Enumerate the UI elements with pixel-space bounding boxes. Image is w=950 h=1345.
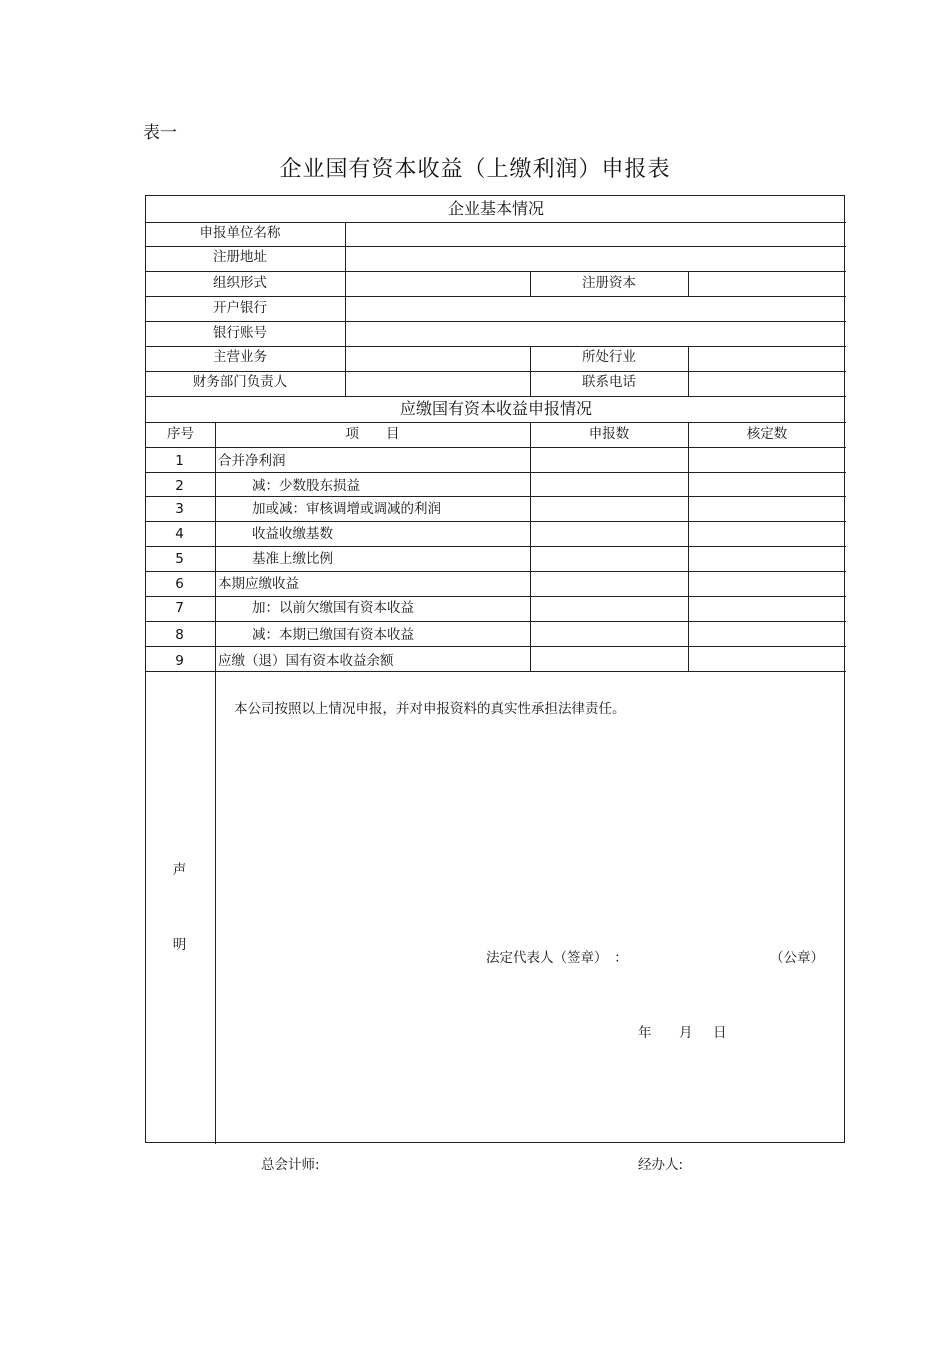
phone-label: 联系电话 <box>582 374 636 390</box>
row-divider <box>146 246 846 247</box>
row-item: 应缴（退）国有资本收益余额 <box>218 653 394 669</box>
main-business-label: 主营业务 <box>213 349 267 365</box>
month-label: 月 <box>679 1025 693 1041</box>
row-no: 8 <box>175 627 184 643</box>
column-divider <box>345 222 346 396</box>
row-divider <box>146 621 846 622</box>
row-item: 基准上缴比例 <box>252 551 333 567</box>
form-tag: 表一 <box>143 123 177 143</box>
column-divider <box>530 422 531 671</box>
row-divider <box>146 671 846 672</box>
row-divider <box>146 296 846 297</box>
col-no-header: 序号 <box>167 426 194 442</box>
row-divider <box>146 646 846 647</box>
declaration-form-table <box>145 195 845 1143</box>
row-item: 本期应缴收益 <box>218 576 299 592</box>
col-declared-header: 申报数 <box>588 426 630 442</box>
finance-head-label: 财务部门负责人 <box>192 374 288 390</box>
row-divider <box>146 222 846 223</box>
row-divider <box>146 321 846 322</box>
row-item: 收益收缴基数 <box>252 526 333 542</box>
reg-capital-label: 注册资本 <box>582 275 636 291</box>
report-header: 应缴国有资本收益申报情况 <box>399 399 592 418</box>
bank-label: 开户银行 <box>213 300 267 316</box>
column-divider <box>688 422 689 671</box>
row-divider <box>146 472 846 473</box>
col-item-header: 项 目 <box>345 426 400 442</box>
row-no: 9 <box>175 653 184 669</box>
row-item: 减：本期已缴国有资本收益 <box>252 627 414 643</box>
account-label: 银行账号 <box>213 325 267 341</box>
row-divider <box>146 422 846 423</box>
page-title: 企业国有资本收益（上缴利润）申报表 <box>279 157 671 182</box>
row-no: 5 <box>175 551 184 567</box>
row-divider <box>146 371 846 372</box>
row-divider <box>146 496 846 497</box>
row-divider <box>146 271 846 272</box>
row-no: 1 <box>175 453 184 469</box>
row-divider <box>146 521 846 522</box>
basic-info-header: 企业基本情况 <box>447 199 544 218</box>
row-divider <box>146 596 846 597</box>
row-divider <box>146 447 846 448</box>
row-no: 7 <box>175 600 184 616</box>
row-item: 合并净利润 <box>218 453 286 469</box>
declaration-text: 本公司按照以上情况申报，并对申报资料的真实性承担法律责任。 <box>234 701 626 717</box>
day-label: 日 <box>713 1025 727 1041</box>
row-item: 减：少数股东损益 <box>252 478 360 494</box>
declaration-label-1: 声 <box>172 862 187 878</box>
row-no: 4 <box>175 526 184 542</box>
reg-address-label: 注册地址 <box>213 249 267 265</box>
row-item: 加：以前欠缴国有资本收益 <box>252 600 414 616</box>
row-divider <box>146 346 846 347</box>
industry-label: 所处行业 <box>582 349 636 365</box>
row-divider <box>146 546 846 547</box>
declaration-label-2: 明 <box>172 937 187 953</box>
col-verified-header: 核定数 <box>746 426 788 442</box>
column-divider <box>688 271 689 296</box>
legal-representative-label: 法定代表人（签章） ： <box>486 950 628 966</box>
unit-name-label: 申报单位名称 <box>199 225 281 241</box>
row-no: 3 <box>175 501 184 517</box>
column-divider <box>688 346 689 396</box>
column-divider <box>215 422 216 1144</box>
row-item: 加或减：审核调增或调减的利润 <box>252 501 441 517</box>
row-no: 2 <box>175 478 184 494</box>
official-seal-label: （公章） <box>770 950 824 966</box>
year-label: 年 <box>638 1025 652 1041</box>
row-divider <box>146 571 846 572</box>
chief-accountant-label: 总会计师: <box>261 1157 320 1173</box>
handler-label: 经办人: <box>638 1157 684 1173</box>
row-divider <box>146 396 846 397</box>
row-no: 6 <box>175 576 184 592</box>
org-form-label: 组织形式 <box>213 275 267 291</box>
